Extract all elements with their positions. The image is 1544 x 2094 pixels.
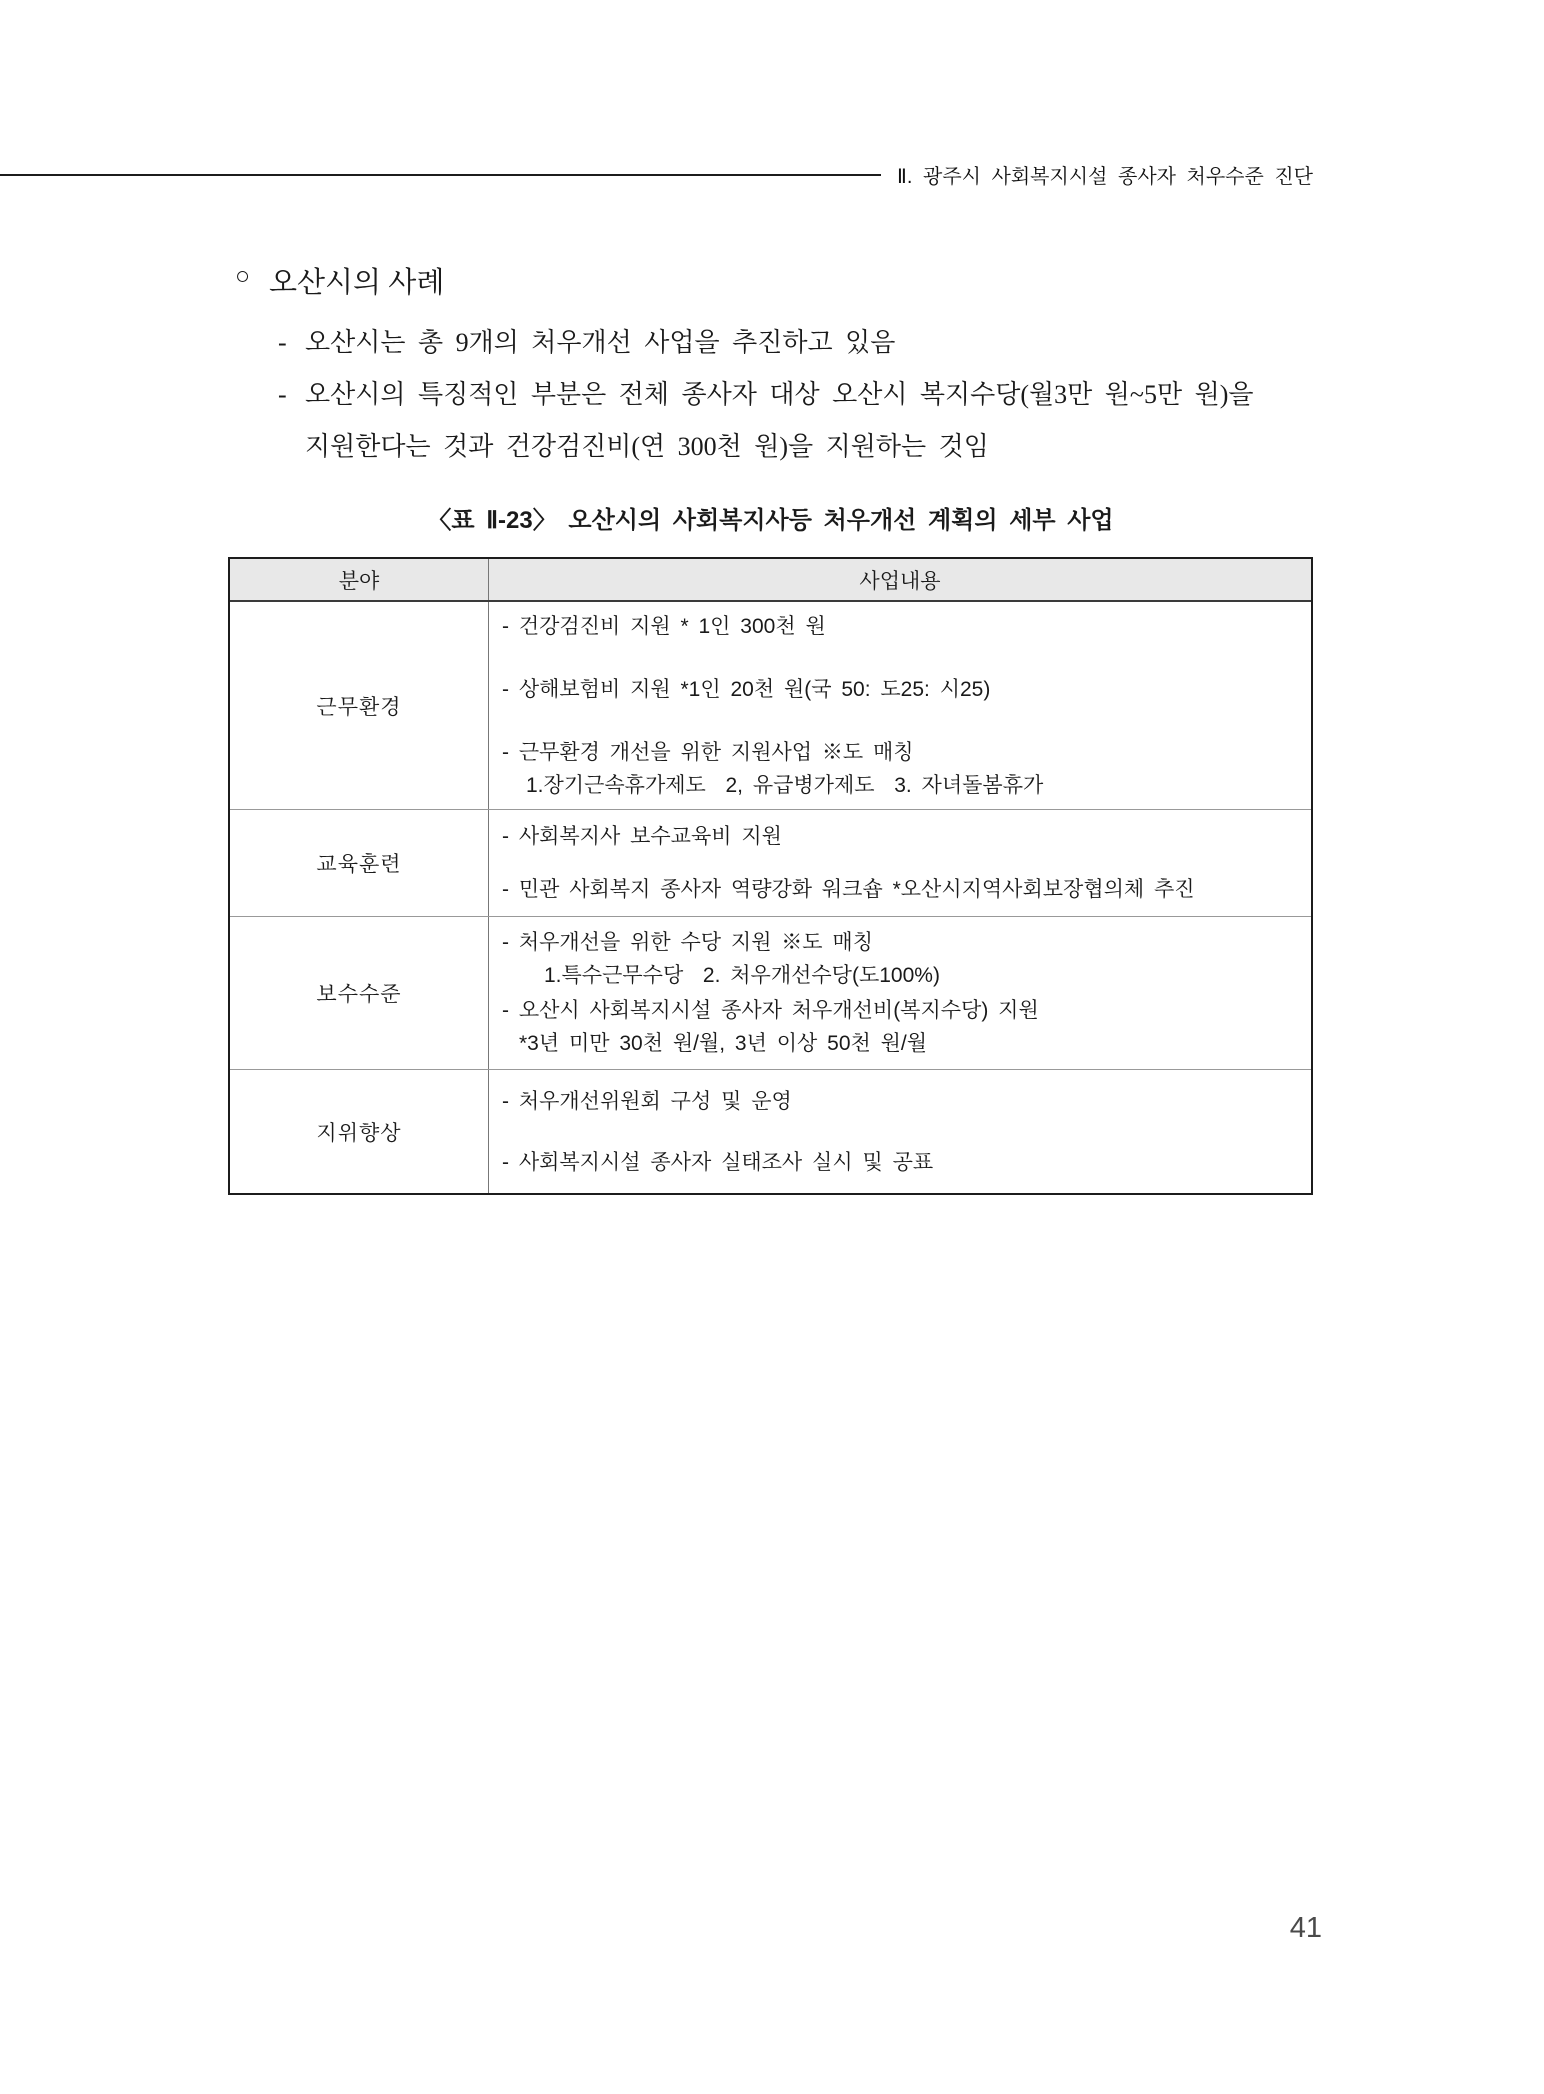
bullet-text (305, 369, 1364, 473)
bullet-line: 지원한다는 것과 건강검진비(연 300천 원)을 지원하는 것임 (305, 432, 989, 461)
circle-bullet-icon: ○ (235, 263, 251, 290)
content-cell (489, 810, 1311, 916)
content-subline: 1.특수근무수당 2. 처우개선수당(도100%) (544, 964, 940, 987)
table-caption: 〈표 Ⅱ-23〉 오산시의 사회복지사등 처우개선 계획의 세부 사업 (427, 507, 1114, 534)
content-item (502, 1146, 1295, 1179)
table-row (230, 1070, 1311, 1193)
bullet-dash-icon: - (278, 380, 287, 409)
content-line: - 처우개선을 위한 수당 지원 ※도 매칭 (502, 931, 874, 954)
content-item (502, 820, 1295, 853)
running-header-title: Ⅱ. 광주시 사회복지시설 종사자 처우수준 진단 (897, 166, 1313, 188)
content-line: - 상해보험비 지원 *1인 20천 원(국 50: 도25: 시25) (502, 677, 991, 701)
bullet-text (305, 317, 1364, 369)
content-item (502, 873, 1295, 906)
column-header-category: 분야 (230, 559, 489, 600)
content-item (502, 736, 1295, 802)
table-body (230, 602, 1311, 1193)
content-cell (489, 1070, 1311, 1193)
table-row (230, 602, 1311, 810)
content-item (502, 994, 1295, 1060)
content-line: - 사회복지시설 종사자 실태조사 실시 및 공표 (502, 1150, 934, 1174)
bullet-item (278, 317, 1364, 369)
bullet-dash-icon: - (278, 328, 287, 357)
column-header-content: 사업내용 (859, 569, 941, 593)
treatment-plan-table (228, 557, 1313, 1195)
content-line: - 처우개선위원회 구성 및 운영 (502, 1089, 792, 1113)
content-item (502, 610, 1295, 643)
header-rule-line (0, 174, 881, 176)
bullet-item (278, 369, 1364, 473)
bullet-list (278, 317, 1364, 473)
page-number: 41 (1289, 1912, 1322, 1944)
content-line: - 오산시 사회복지시설 종사자 처우개선비(복지수당) 지원 (502, 999, 1039, 1022)
content-line: - 근무환경 개선을 위한 지원사업 ※도 매칭 (502, 740, 914, 764)
content-item (502, 926, 1295, 992)
category-cell: 교육훈련 (230, 810, 489, 916)
content-item (502, 1085, 1295, 1118)
content-subline: 1.장기근속휴가제도 2, 유급병가제도 3. 자녀돌봄휴가 (526, 773, 1044, 797)
section-heading-text: 오산시의 사례 (269, 267, 445, 299)
table-header-row (230, 559, 1311, 602)
bullet-line: 오산시의 특징적인 부분은 전체 종사자 대상 오산시 복지수당(월3만 원~5만 원)을 (305, 380, 1254, 409)
content-cell (489, 602, 1311, 809)
category-cell: 보수수준 (230, 917, 489, 1069)
category-cell: 근무환경 (230, 602, 489, 809)
content-item (502, 673, 1295, 706)
content-line: - 건강검진비 지원 * 1인 300천 원 (502, 614, 826, 638)
content-line: - 민관 사회복지 종사자 역량강화 워크숍 *오산시지역사회보장협의체 추진 (502, 878, 1195, 901)
running-header (0, 160, 1313, 189)
bullet-line: 오산시는 총 9개의 처우개선 사업을 추진하고 있음 (305, 328, 896, 357)
table-row (230, 917, 1311, 1070)
content-line: - 사회복지사 보수교육비 지원 (502, 825, 782, 848)
content-cell (489, 917, 1311, 1069)
content-subline: *3년 미만 30천 원/월, 3년 이상 50천 원/월 (519, 1032, 928, 1055)
table-row (230, 810, 1311, 917)
section-heading (235, 260, 444, 301)
category-cell: 지위향상 (230, 1070, 489, 1193)
